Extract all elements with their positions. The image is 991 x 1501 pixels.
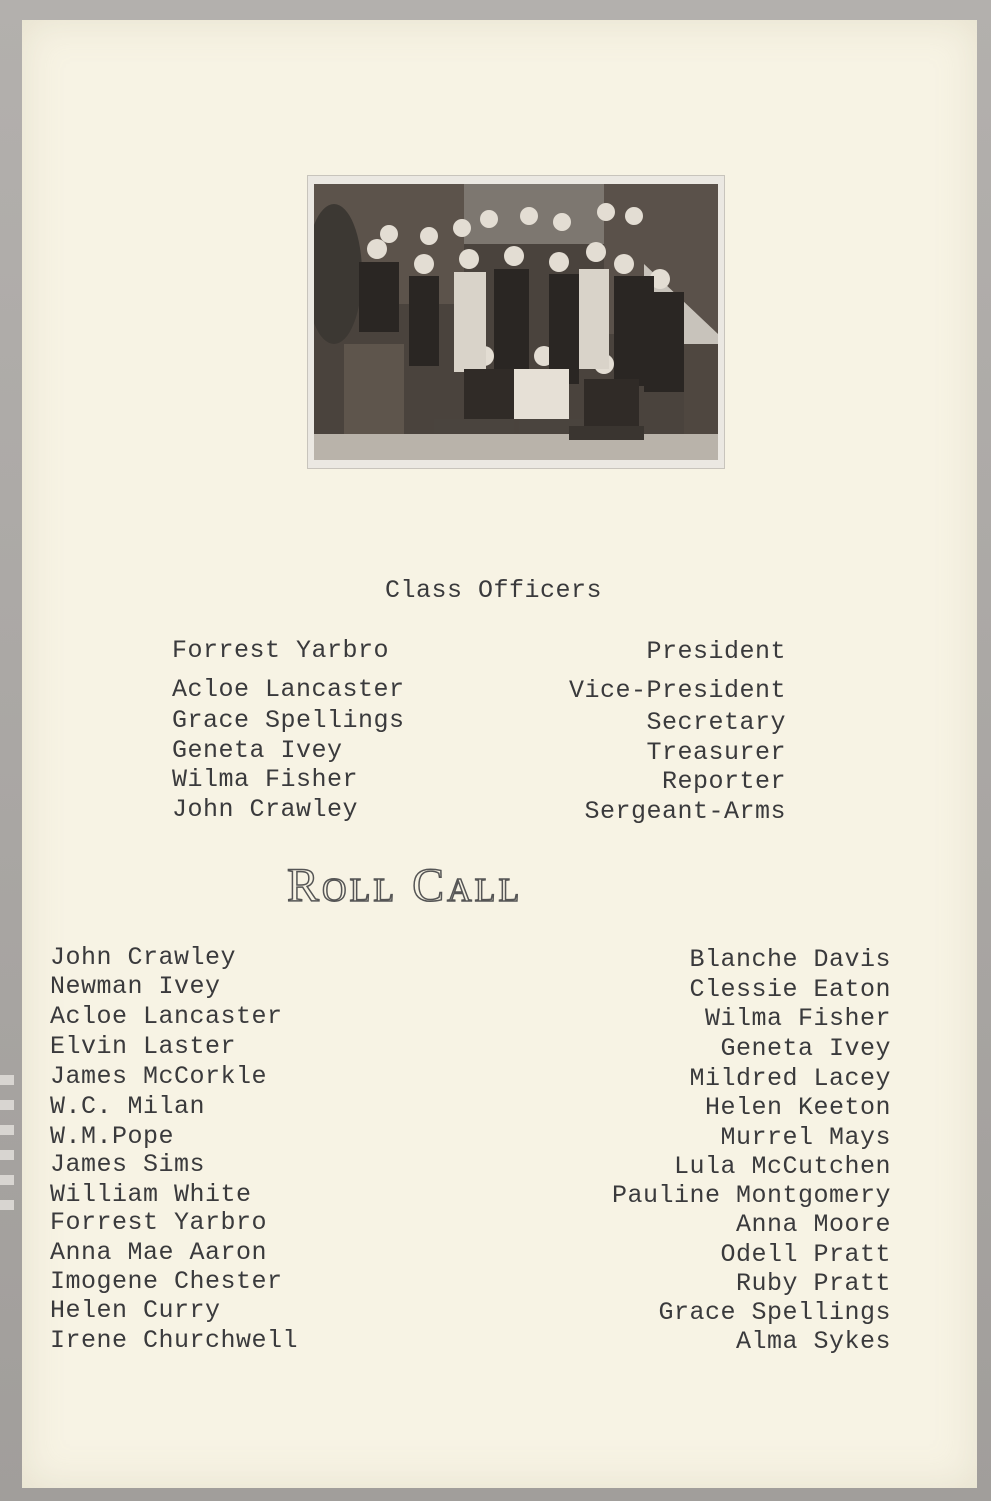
roll-call-name: Alma Sykes — [735, 1327, 891, 1356]
officer-title: Secretary — [646, 708, 786, 737]
roll-call-name: William White — [50, 1180, 252, 1209]
class-officers-heading: Class Officers — [385, 576, 603, 605]
officer-name: Forrest Yarbro — [172, 636, 390, 665]
class-photo-image — [314, 184, 718, 460]
binding-stripe — [0, 1125, 14, 1135]
class-photo — [307, 175, 725, 469]
roll-call-name: Anna Moore — [735, 1210, 891, 1239]
roll-call-name: Forrest Yarbro — [50, 1208, 268, 1237]
roll-call-name: James Sims — [50, 1150, 206, 1179]
binding-stripe — [0, 1100, 14, 1110]
roll-call-name: Helen Curry — [50, 1296, 221, 1325]
roll-call-name: Wilma Fisher — [704, 1004, 891, 1033]
roll-call-name: Newman Ivey — [50, 972, 221, 1001]
binding-stripe — [0, 1200, 14, 1210]
roll-call-name: Helen Keeton — [704, 1093, 891, 1122]
roll-call-name: Ruby Pratt — [735, 1269, 891, 1298]
roll-call-name: Acloe Lancaster — [50, 1002, 283, 1031]
roll-call-name: Pauline Montgomery — [611, 1181, 891, 1210]
roll-call-name: Blanche Davis — [689, 945, 891, 974]
roll-call-name: James McCorkle — [50, 1062, 268, 1091]
officer-name: Geneta Ivey — [172, 736, 343, 765]
roll-call-name: Geneta Ivey — [720, 1034, 891, 1063]
roll-call-heading: Roll Call — [287, 859, 523, 912]
roll-call-name: Mildred Lacey — [689, 1064, 891, 1093]
roll-call-name: Murrel Mays — [720, 1123, 891, 1152]
officer-title: Treasurer — [646, 738, 786, 767]
officer-name: John Crawley — [172, 795, 359, 824]
officer-name: Acloe Lancaster — [172, 675, 405, 704]
roll-call-name: W.C. Milan — [50, 1092, 206, 1121]
roll-call-name: Anna Mae Aaron — [50, 1238, 268, 1267]
officer-title: Sergeant-Arms — [584, 797, 786, 826]
roll-call-name: John Crawley — [50, 943, 237, 972]
officer-name: Grace Spellings — [172, 706, 405, 735]
officer-title: President — [646, 637, 786, 666]
roll-call-name: Clessie Eaton — [689, 975, 891, 1004]
binding-stripe — [0, 1175, 14, 1185]
roll-call-name: Imogene Chester — [50, 1267, 283, 1296]
binding-stripe — [0, 1150, 14, 1160]
roll-call-name: Grace Spellings — [658, 1298, 891, 1327]
roll-call-name: Lula McCutchen — [673, 1152, 891, 1181]
roll-call-name: W.M.Pope — [50, 1122, 175, 1151]
officer-name: Wilma Fisher — [172, 765, 359, 794]
roll-call-name: Irene Churchwell — [50, 1326, 299, 1355]
officer-title: Reporter — [661, 767, 786, 796]
roll-call-name: Odell Pratt — [720, 1240, 891, 1269]
roll-call-name: Elvin Laster — [50, 1032, 237, 1061]
officer-title: Vice-President — [568, 676, 786, 705]
binding-stripe — [0, 1075, 14, 1085]
